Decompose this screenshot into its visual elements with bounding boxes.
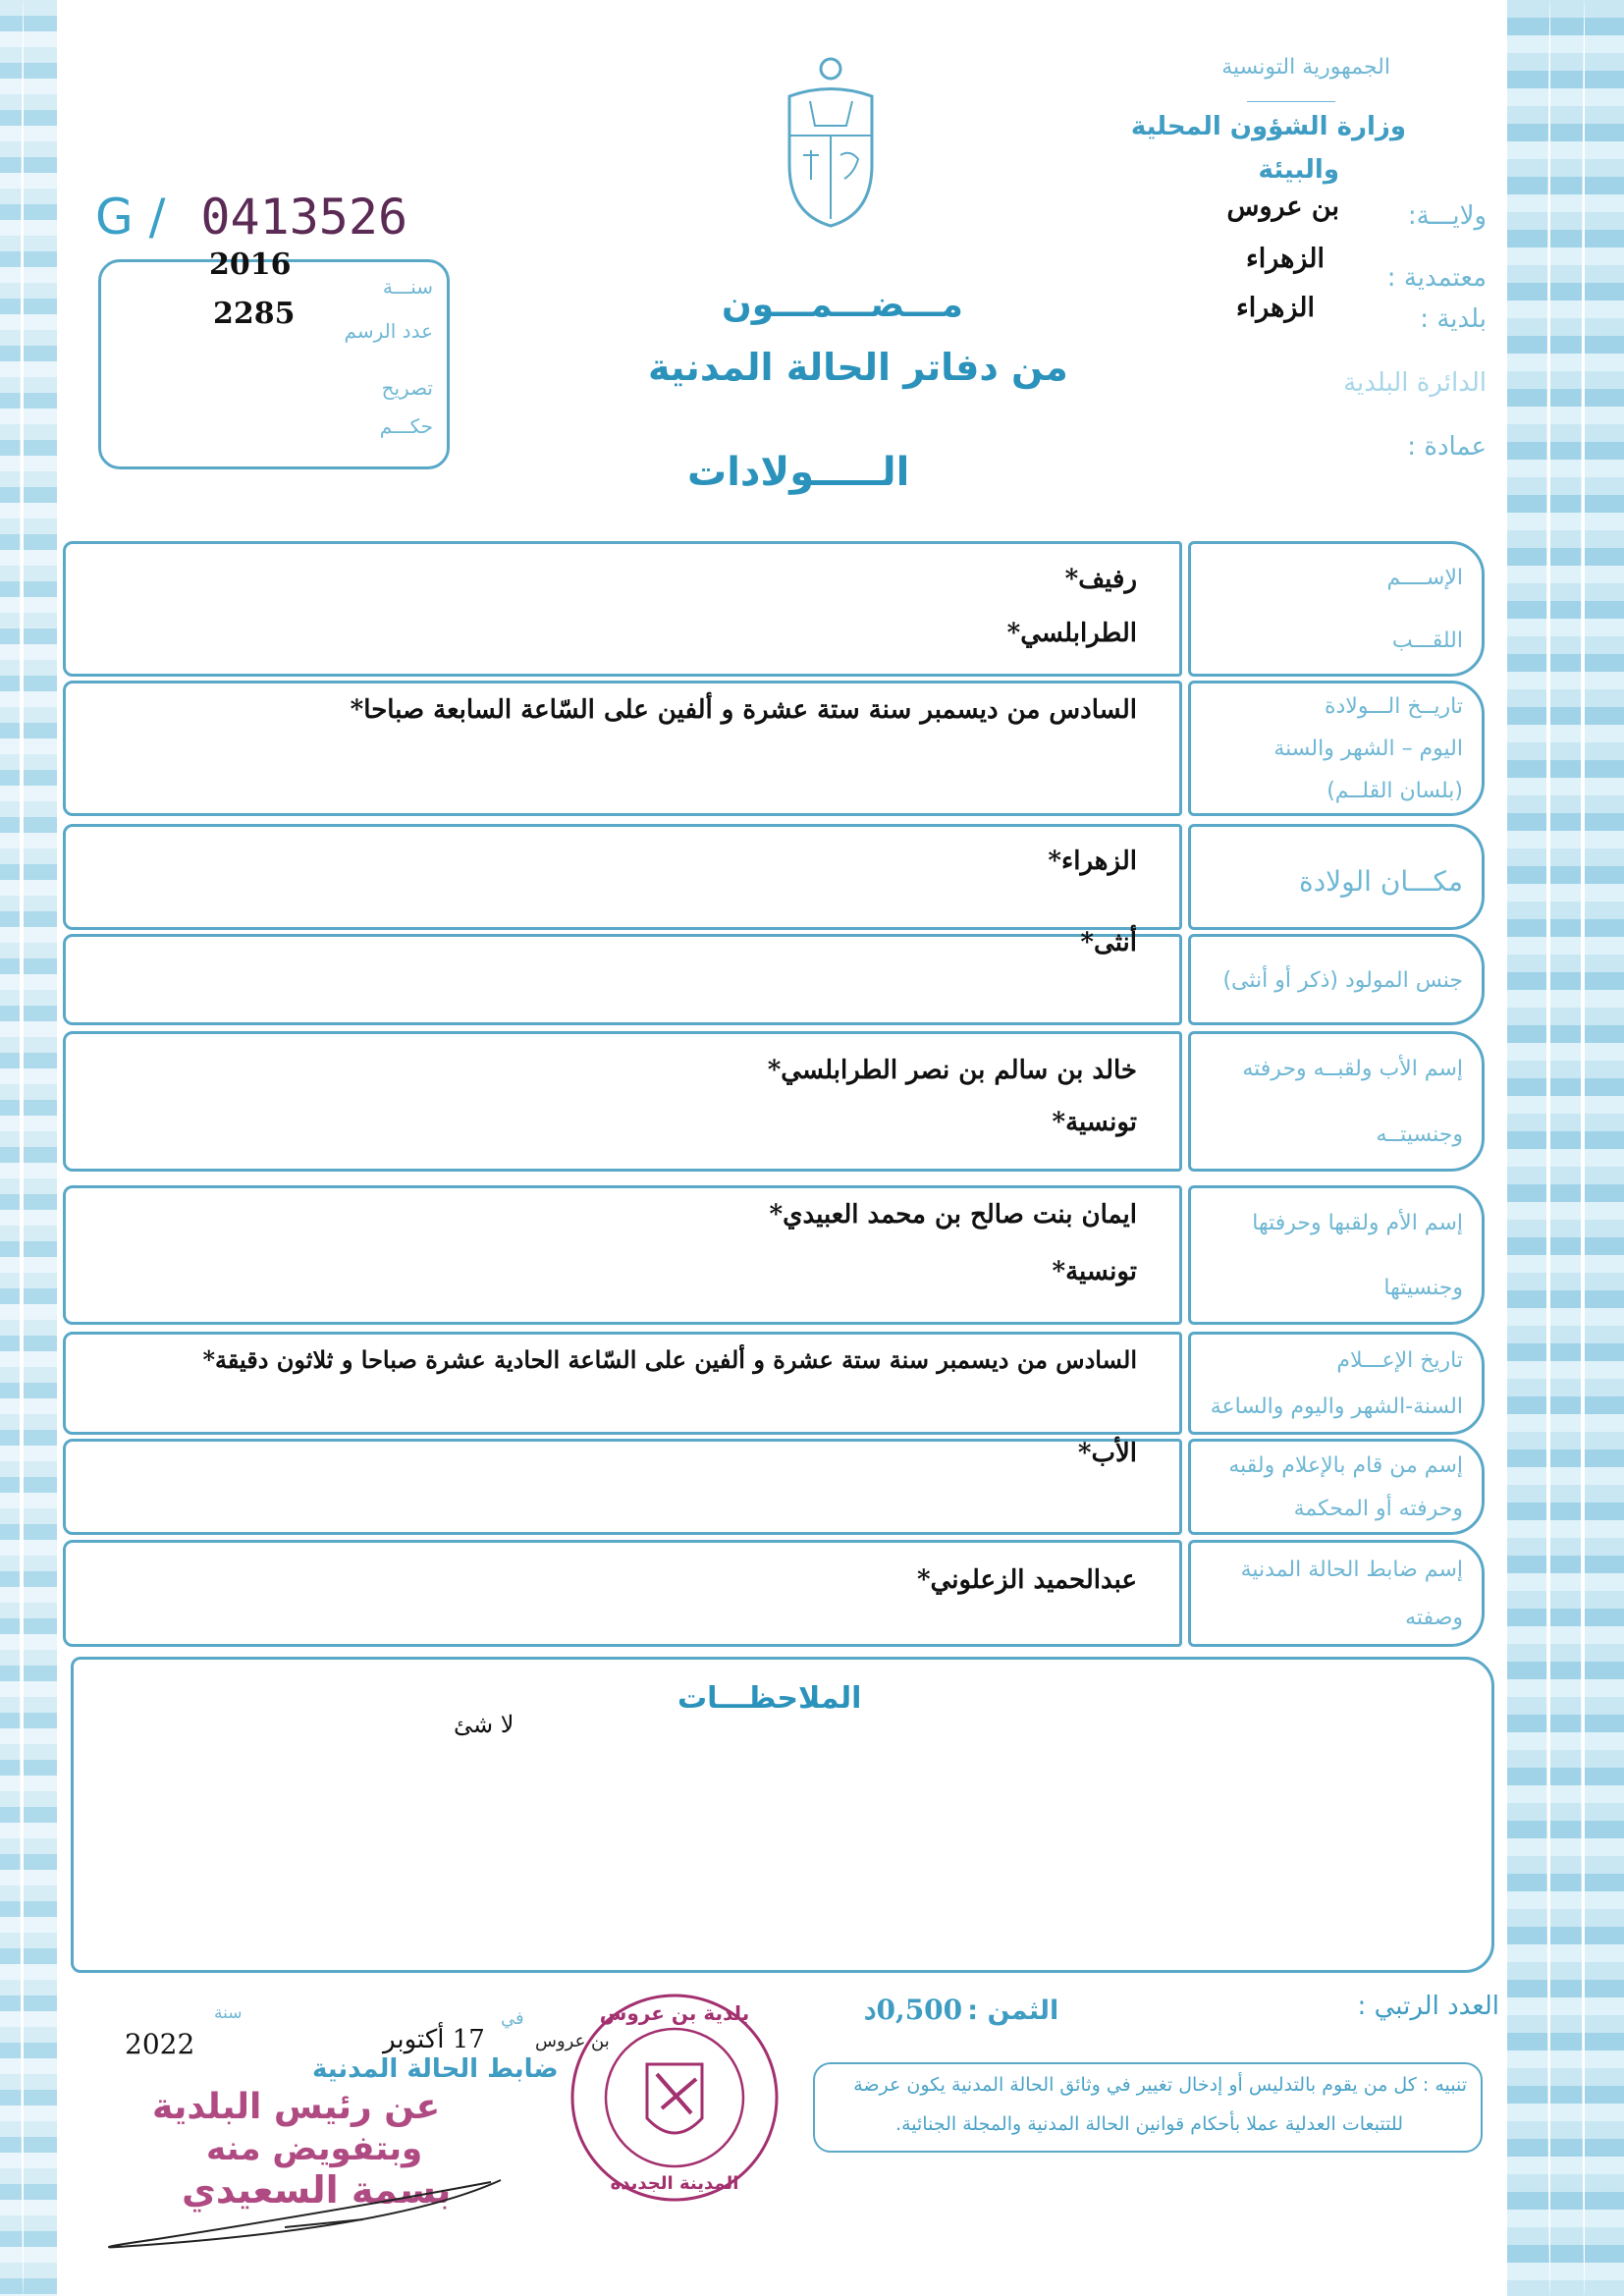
governorate-value: بن عروس <box>1226 191 1339 222</box>
serial-number <box>95 189 407 246</box>
price-value: 0,500د <box>864 1994 963 2026</box>
price <box>864 1994 1058 2026</box>
notice-line: للتتبعات العدلية عملا بأحكام قوانين الحالة المدنية والمجلة الجنائية. <box>895 2113 1403 2135</box>
field-label: إسم من قام بالإعلام ولقبه <box>1228 1453 1463 1478</box>
record-year: 2016 <box>209 247 292 282</box>
delegation-value: الزهراء <box>1246 244 1325 274</box>
field-label: إسم الأم ولقبها وحرفتها <box>1252 1211 1463 1235</box>
field-label: جنس المولود (ذكر أو أنثى) <box>1222 967 1463 993</box>
field-label: إسم الأب ولقبــه وحرفته <box>1242 1057 1463 1082</box>
remarks-value: لا شئ <box>454 1711 514 1738</box>
field-label: وجنسيتــه <box>1376 1121 1463 1147</box>
field-value: رفيف* <box>1064 565 1137 594</box>
field-label: وصفته <box>1405 1606 1463 1631</box>
field-value: خالد بن سالم بن نصر الطرابلسي* <box>767 1056 1137 1085</box>
field-label: اللقـــب <box>1391 629 1463 653</box>
field-value: السادس من ديسمبر سنة ستة عشرة و ألفين على السّاعة الحادية عشرة صباحا و ثلاثون دقيقة* <box>202 1345 1137 1374</box>
field-label: وحرفته أو المحكمة <box>1293 1497 1463 1521</box>
field-label: مكـــان الولادة <box>1299 865 1463 898</box>
signature-stamp-line: بسمة السعيدي <box>182 2168 452 2212</box>
declarant-row-value-box <box>63 1439 1182 1535</box>
field-value: تونسية* <box>1052 1257 1137 1286</box>
price-label: الثمن : <box>967 1995 1059 2026</box>
field-value: عبدالحميد الزعلوني* <box>916 1565 1137 1595</box>
signature-icon <box>98 2170 511 2259</box>
field-label: السنة-الشهر واليوم والساعة <box>1210 1394 1463 1420</box>
field-value: أنثى* <box>1080 928 1137 957</box>
governorate-label: ولايـــة: <box>1407 201 1487 231</box>
ministry-title-line2: والبيئة <box>1258 155 1339 185</box>
right-security-border <box>1507 0 1624 2296</box>
field-label: وجنسيتها <box>1383 1276 1463 1300</box>
serial-prefix: G / <box>95 189 166 246</box>
issue-year: 2022 <box>125 2028 195 2060</box>
remarks-title: الملاحظـــات <box>677 1681 862 1716</box>
field-label: الإســــم <box>1386 566 1463 590</box>
mother-row-label-box <box>1188 1185 1485 1325</box>
notice-line: تنبيه : كل من يقوم بالتدليس أو إدخال تغيير في وثائق الحالة المدنية يكون عرضة <box>853 2074 1467 2096</box>
name-row-value-box <box>63 541 1182 677</box>
municipality-value: الزهراء <box>1236 293 1315 323</box>
date-prefix: في <box>501 2008 524 2029</box>
document-subtitle: من دفاتر الحالة المدنية <box>648 346 1068 389</box>
sex-row-value-box <box>63 934 1182 1025</box>
serial-order-label: العدد الرتبي : <box>1357 1992 1499 2021</box>
field-value: السادس من ديسمبر سنة ستة عشرة و ألفين على السّاعة السابعة صباحا* <box>350 695 1137 725</box>
issue-year-label: سنة <box>214 2003 243 2023</box>
field-label: (بلسان القلــم) <box>1326 778 1463 803</box>
officer-row-label-box <box>1188 1540 1485 1647</box>
field-value: تونسية* <box>1052 1108 1137 1137</box>
father-row-value-box <box>63 1031 1182 1172</box>
border-wave <box>1546 0 1556 2296</box>
field-label: إسم ضابط الحالة المدنية <box>1240 1557 1463 1582</box>
field-value: الطرابلسي* <box>1006 619 1137 648</box>
declaration-label: تصريح <box>381 376 433 400</box>
signature-stamp-line: وبتفويض منه <box>206 2129 423 2168</box>
record-year-label: سنـــة <box>382 275 433 299</box>
border-wave <box>20 0 29 2296</box>
document-title: مـــضـــمـــون <box>722 285 963 325</box>
municipal-seal-icon <box>564 1991 785 2205</box>
signature-stamp-line: عن رئيس البلدية <box>152 2087 441 2127</box>
birth-place-row-value-box <box>63 824 1182 930</box>
seal-text-top: بلدية بن عروس <box>599 2001 750 2025</box>
father-row-label-box <box>1188 1031 1485 1172</box>
municipality-label: بلدية : <box>1420 304 1487 334</box>
ministry-title: وزارة الشؤون المحلية <box>1130 112 1406 141</box>
field-value: الزهراء* <box>1048 847 1137 876</box>
issue-day-month: 17 أكتوبر <box>383 2025 485 2054</box>
imada-label: عمادة : <box>1407 432 1487 462</box>
republic-title: الجمهورية التونسية <box>1221 55 1390 80</box>
delegation-label: معتمدية : <box>1386 263 1487 293</box>
declaration-date-row-label-box <box>1188 1332 1485 1435</box>
record-number-label: عدد الرسم <box>344 319 433 343</box>
name-row-label-box <box>1188 541 1485 677</box>
border-wave <box>1581 0 1591 2296</box>
municipal-district-label: الدائرة البلدية <box>1343 368 1487 398</box>
record-number: 2285 <box>213 297 296 331</box>
section-title: الـــــولادات <box>687 450 910 495</box>
field-value: ايمان بنت صالح بن محمد العبيدي* <box>769 1200 1137 1230</box>
field-value: الأب* <box>1077 1439 1137 1468</box>
seal-text-bottom: المدينة الجديدة <box>610 2173 739 2194</box>
field-label: تاريخ الإعـــلام <box>1336 1347 1463 1373</box>
field-label: تاريــخ الـــولادة <box>1324 694 1463 720</box>
serial-value: 0413526 <box>200 189 408 246</box>
officer-label: ضابط الحالة المدنية <box>312 2054 559 2084</box>
coat-of-arms-icon <box>776 57 886 230</box>
field-label: اليوم – الشهر والسنة <box>1273 737 1463 761</box>
seal-handwritten: بن عروس <box>535 2031 610 2051</box>
judgment-label: حكـــم <box>379 414 433 438</box>
divider <box>1247 101 1335 102</box>
